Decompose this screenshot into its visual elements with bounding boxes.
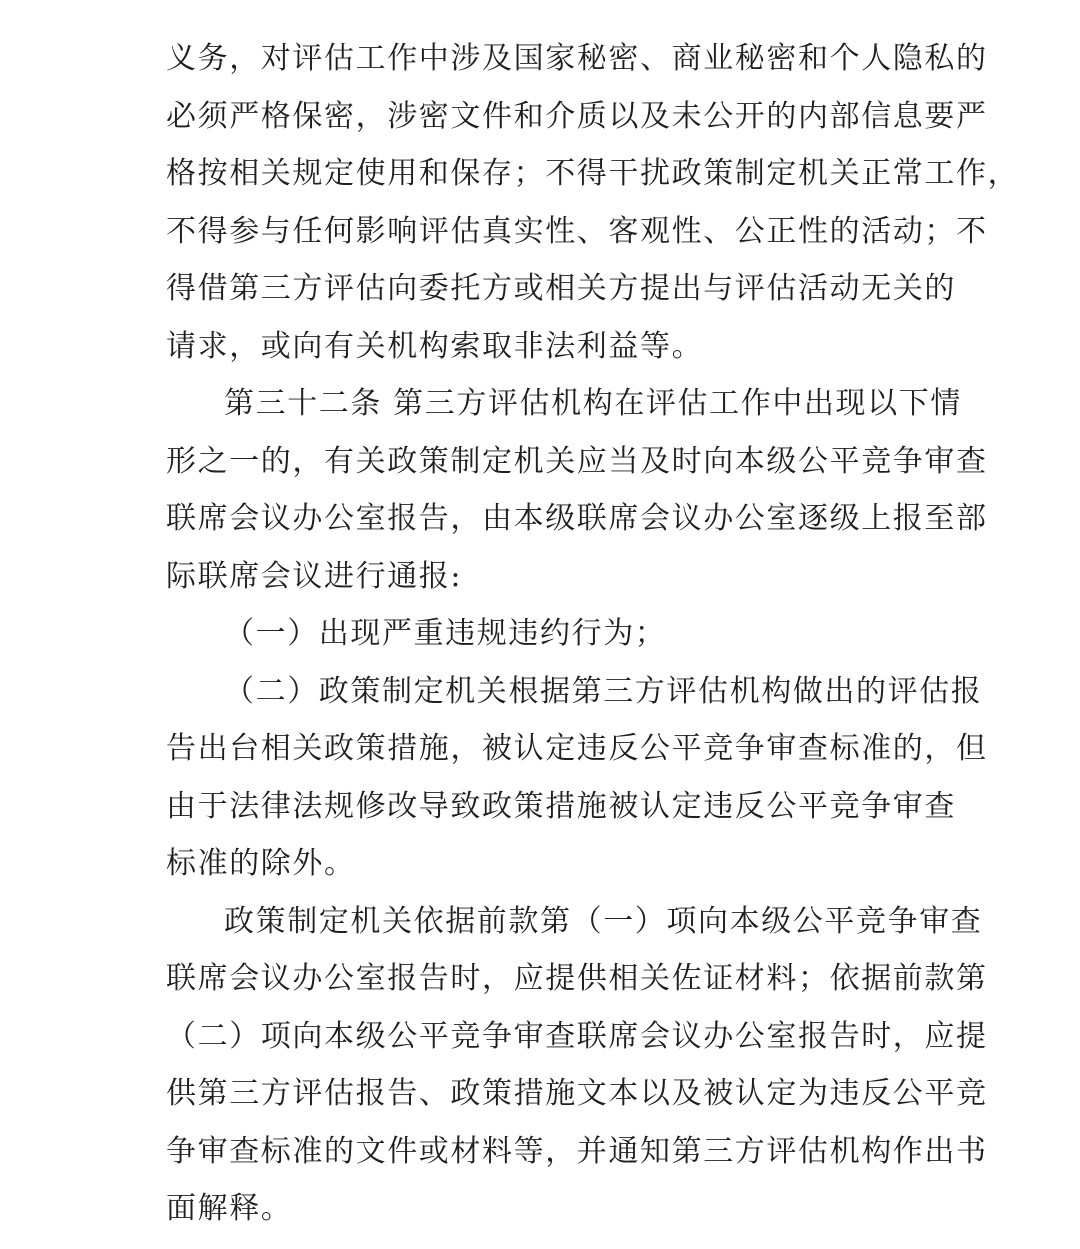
text-line: 义务，对评估工作中涉及国家秘密、商业秘密和个人隐私的 — [166, 41, 988, 76]
text-line: 政策制定机关依据前款第（一）项向本级公平竞争审查 — [224, 903, 983, 939]
text-line: 标准的除外。 — [166, 846, 356, 881]
document-body — [166, 30, 1020, 1238]
text-line: 得借第三方评估向委托方或相关方提出与评估活动无关的 — [166, 271, 956, 306]
text-line: （二）政策制定机关根据第三方评估机构做出的评估报 — [224, 673, 983, 709]
text-line: （一）出现严重违规违约行为； — [224, 616, 667, 651]
text-line: 必须严格保密，涉密文件和介质以及未公开的内部信息要严 — [166, 98, 988, 134]
text-line: 第三十二条 第三方评估机构在评估工作中出现以下情 — [224, 386, 962, 421]
text-line: 由于法律法规修改导致政策措施被认定违反公平竞争审查 — [166, 788, 956, 824]
text-line: 不得参与任何影响评估真实性、客观性、公正性的活动；不 — [166, 213, 988, 249]
text-line: 请求，或向有关机构索取非法利益等。 — [166, 328, 704, 364]
text-line: 联席会议办公室报告，由本级联席会议办公室逐级上报至部 — [166, 501, 988, 536]
text-line: 面解释。 — [166, 1191, 293, 1226]
text-line: 供第三方评估报告、政策措施文本以及被认定为违反公平竞 — [166, 1076, 988, 1111]
text-line: 告出台相关政策措施，被认定违反公平竞争审查标准的，但 — [166, 731, 988, 766]
text-line: 际联席会议进行通报: — [166, 558, 463, 594]
text-line: （二）项向本级公平竞争审查联席会议办公室报告时，应提 — [166, 1018, 988, 1054]
text-line: 争审查标准的文件或材料等，并通知第三方评估机构作出书 — [166, 1133, 988, 1169]
text-line: 格按相关规定使用和保存；不得干扰政策制定机关正常工作， — [166, 156, 1020, 191]
text-line: 形之一的，有关政策制定机关应当及时向本级公平竞争审查 — [166, 443, 988, 479]
text-line: 联席会议办公室报告时，应提供相关佐证材料；依据前款第 — [166, 961, 988, 996]
